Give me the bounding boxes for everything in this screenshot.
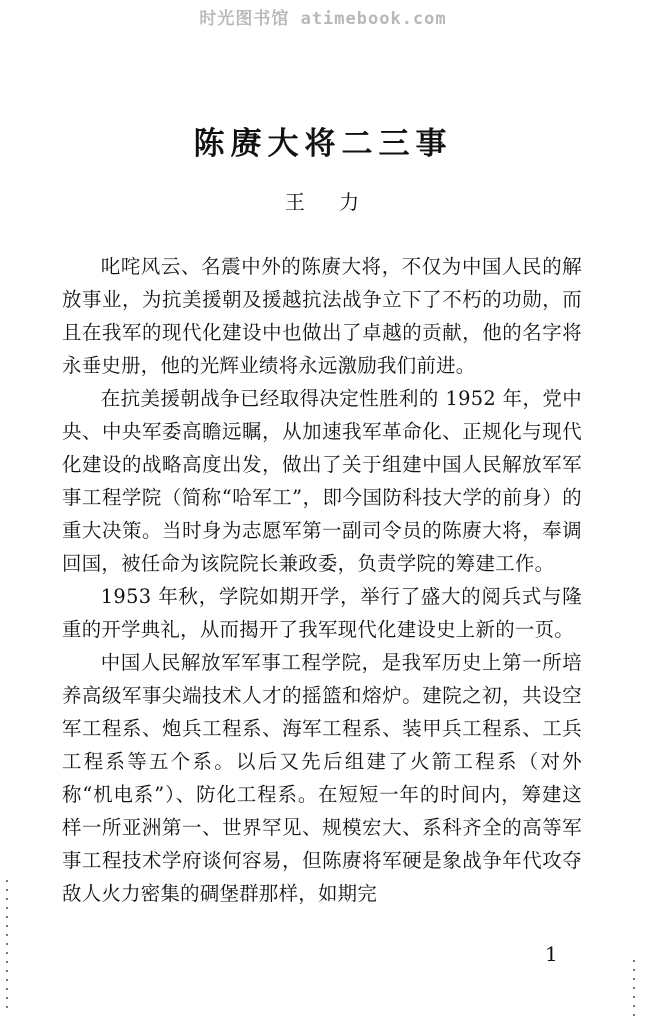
- scan-margin-artifact: [6, 880, 8, 1010]
- paragraph: 中国人民解放军军事工程学院，是我军历史上第一所培养高级军事尖端技术人才的摇篮和熔炉。建院之初，共设空军工程系、炮兵工程系、海军工程系、装甲兵工程系、工兵工程系等五个系。以后又先后组建了火箭工程系（对外称“机电系”）、防化工程系。在短短一年的时间内，筹建这样一所亚洲第一、世界罕见、规模宏大、系科齐全的高等军事工程技术学府谈何容易，但陈赓将军硬是象战争年代攻夺敌人火力密集的碉堡群那样，如期完: [62, 651, 582, 905]
- paragraph: 1953 年秋，学院如期开学，举行了盛大的阅兵式与隆重的开学典礼，从而揭开了我军现代化建设史上新的一页。: [62, 585, 582, 641]
- author-byline: [0, 186, 646, 215]
- paragraph: 叱咤风云、名震中外的陈赓大将，不仅为中国人民的解放事业，为抗美援朝及援越抗法战争立下了不朽的功勋，而且在我军的现代化建设中也做出了卓越的贡献，他的名字将永垂史册，他的光辉业绩将永远激励我们前进。: [62, 255, 582, 377]
- article-title: 陈赓大将二三事: [193, 126, 453, 162]
- author-name-part: 力: [339, 190, 362, 214]
- article-body: [62, 250, 582, 910]
- paragraph: 在抗美援朝战争已经取得决定性胜利的 1952 年，党中央、中央军委高瞻远瞩，从加速我军革命化、正规化与现代化建设的战略高度出发，做出了关于组建中国人民解放军军事工程学院（简称“哈军工”，即今国防科技大学的前身）的重大决策。当时身为志愿军第一副司令员的陈赓大将，奉调回国，被任命为该院院长兼政委，负责学院的筹建工作。: [62, 387, 582, 575]
- page-number: 1: [545, 942, 558, 966]
- scan-margin-artifact: [633, 960, 635, 1020]
- watermark: 时光图书馆 atimebook.com: [199, 9, 447, 29]
- author-name-part: 王: [284, 190, 307, 214]
